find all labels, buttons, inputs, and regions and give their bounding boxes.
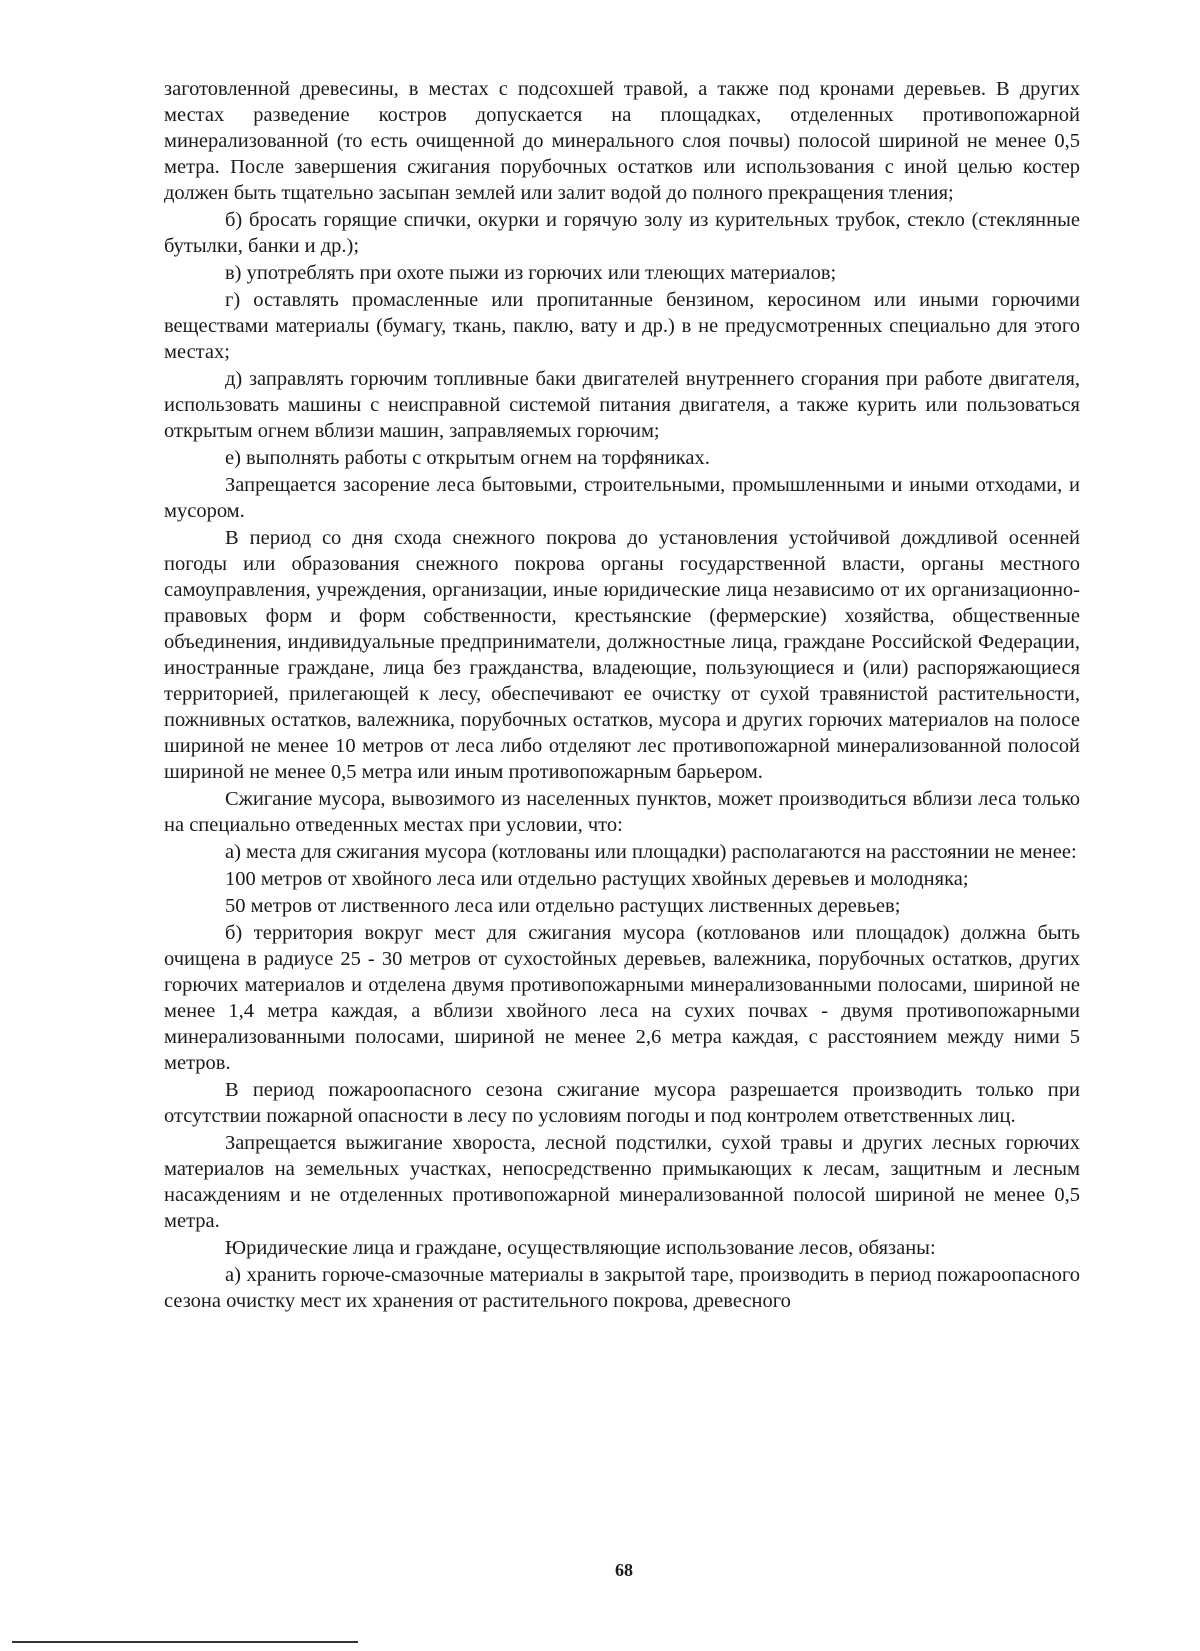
paragraph: б) территория вокруг мест для сжигания мусора (котлованов или площадок) должна быть очищена в радиусе 25 - 30 метров от сухостойных деревьев, валежника, порубочных остатков, других горючих материалов и отделена двумя противопожарными минерализованными полосами, шириной не менее 1,4 метра каждая, а вблизи хвойного леса на сухих почвах - двумя противопожарными минерализованными полосами, шириной не менее 2,6 метра каждая, с расстоянием между ними 5 метров. xyxy=(164,922,1080,1074)
paragraph: Запрещается выжигание хвороста, лесной подстилки, сухой травы и других лесных горючих материалов на земельных участках, непосредственно примыкающих к лесам, защитным и лесным насаждениям и не отделенных противопожарной минерализованной полосой шириной не менее 0,5 метра. xyxy=(164,1132,1080,1232)
paragraph: а) хранить горюче-смазочные материалы в закрытой таре, производить в период пожароопасного сезона очистку мест их хранения от растительного покрова, древесного xyxy=(164,1264,1080,1312)
paragraph: е) выполнять работы с открытым огнем на торфяниках. xyxy=(225,447,710,469)
paragraph: Юридические лица и граждане, осуществляющие использование лесов, обязаны: xyxy=(225,1237,936,1259)
paragraph: В период со дня схода снежного покрова до установления устойчивой дождливой осенней погоды или образования снежного покрова органы государственной власти, органы местного самоуправления, учреждения, организации, иные юридические лица независимо от их организационно-правовых форм и форм собственности, крестьянские (фермерские) хозяйства, общественные объединения, индивидуальные предприниматели, должностные лица, граждане Российской Федерации, иностранные граждане, лица без гражданства, владеющие, пользующиеся и (или) распоряжающиеся территорией, прилегающей к лесу, обеспечивают ее очистку от сухой травянистой растительности, пожнивных остатков, валежника, порубочных остатков, мусора и других горючих материалов на полосе шириной не менее 10 метров от леса либо отделяют лес противопожарной минерализованной полосой шириной не менее 0,5 метра или иным противопожарным барьером. xyxy=(164,527,1080,783)
paragraph: В период пожароопасного сезона сжигание мусора разрешается производить только при отсутствии пожарной опасности в лесу по условиям погоды и под контролем ответственных лиц. xyxy=(164,1079,1080,1127)
document-body xyxy=(164,76,1080,1315)
page-number: 68 xyxy=(615,1560,633,1580)
paragraph: а) места для сжигания мусора (котлованы или площадки) располагаются на расстоянии не менее: xyxy=(225,841,1077,863)
paragraph: б) бросать горящие спички, окурки и горячую золу из курительных трубок, стекло (стеклянные бутылки, банки и др.); xyxy=(164,209,1080,257)
paragraph: 50 метров от лиственного леса или отдельно растущих лиственных деревьев; xyxy=(225,895,901,917)
paragraph: заготовленной древесины, в местах с подсохшей травой, а также под кронами деревьев. В других местах разведение костров допускается на площадках, отделенных противопожарной минерализованной (то есть очищенной до минерального слоя почвы) полосой шириной не менее 0,5 метра. После завершения сжигания порубочных остатков или использования с иной целью костер должен быть тщательно засыпан землей или залит водой до полного прекращения тления; xyxy=(164,78,1080,204)
paragraph: в) употреблять при охоте пыжи из горючих или тлеющих материалов; xyxy=(225,262,837,284)
paragraph: г) оставлять промасленные или пропитанные бензином, керосином или иными горючими веществами материалы (бумагу, ткань, паклю, вату и др.) в не предусмотренных специально для этого местах; xyxy=(164,289,1080,363)
scan-edge-divider xyxy=(12,1641,358,1643)
paragraph: Сжигание мусора, вывозимого из населенных пунктов, может производиться вблизи леса только на специально отведенных местах при условии, что: xyxy=(164,788,1080,836)
paragraph: 100 метров от хвойного леса или отдельно растущих хвойных деревьев и молодняка; xyxy=(225,868,969,890)
paragraph: Запрещается засорение леса бытовыми, строительными, промышленными и иными отходами, и мусором. xyxy=(164,474,1080,522)
paragraph: д) заправлять горючим топливные баки двигателей внутреннего сгорания при работе двигателя, использовать машины с неисправной системой питания двигателя, а также курить или пользоваться открытым огнем вблизи машин, заправляемых горючим; xyxy=(164,368,1080,442)
